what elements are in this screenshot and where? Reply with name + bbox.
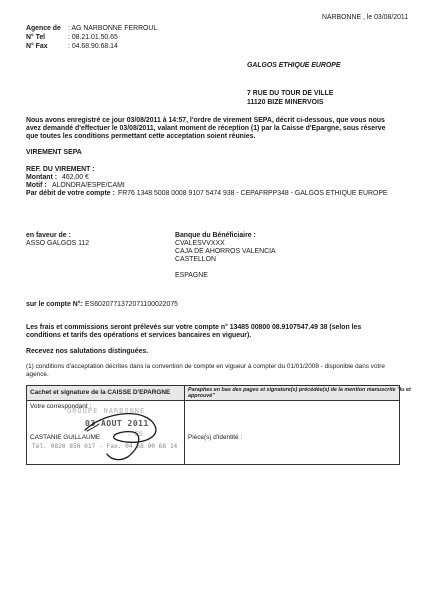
recipient-name: GALGOS ETHIQUE EUROPE — [247, 62, 341, 69]
debit-value: FR76 1348 5008 0008 9107 5474 938 - CEPAFRPP348 - GALGOS ETHIQUE EUROPE — [118, 190, 388, 197]
bank-label: Banque du Bénéficiaire : — [175, 232, 256, 239]
debit-label: Par débit de votre compte : — [26, 190, 115, 197]
right-column-header-line-1: Paraphes en bas des pages et signature(s) précédée(s) de la mention manuscrite "lu et — [188, 387, 411, 393]
favor-value: ASSO GALGOS 112 — [26, 240, 90, 247]
intro-line-1: Nous avons enregistré ce jour 03/08/2011 à 14:57, l'ordre de virement SEPA, décrit ci-dessous, que vous nous — [26, 117, 385, 124]
ref-label: REF. DU VIREMENT : — [26, 166, 95, 173]
favor-label: en faveur de : — [26, 232, 71, 239]
intro-line-2: avez demandé d'effectuer le 03/08/2011, valant moment de réception (1) par la Caisse d'Epargne, sous réserve — [26, 125, 386, 132]
bank-name: CAJA DE AHORROS VALENCIA — [175, 248, 276, 255]
correspondent-name: CASTANIE GUILLAUME — [30, 434, 101, 441]
bank-region: CASTELLON — [175, 256, 216, 263]
greeting: Recevez nos salutations distinguées. — [26, 348, 149, 355]
stamp-top-line: GROUPE NARBONNE — [67, 407, 146, 415]
right-column-header-line-2: approuvé" — [188, 393, 215, 399]
handwritten-signature — [77, 400, 167, 464]
motif-label: Motif : — [26, 182, 47, 189]
agency-label: Agence de — [26, 25, 61, 32]
account-label: sur le compte N°: — [26, 301, 83, 308]
fees-line-1: Les frais et commissions seront prélevés sur votre compte n° 13485 00800 08.9107547.49 38 (selon les — [26, 324, 362, 331]
city-date: NARBONNE , le 03/08/2011 — [322, 14, 409, 21]
transfer-title: VIREMENT SEPA — [26, 149, 82, 156]
footnote-line-1: (1) conditions d'acceptation décrites dans la convention de compte en vigueur à compter du 01/01/2008 - disponible dans votre — [26, 363, 385, 370]
recipient-street: 7 RUE DU TOUR DE VILLE — [247, 90, 334, 97]
intro-line-3: que toutes les conditions permettant cette acceptation soient réunies. — [26, 133, 256, 140]
amount-label: Montant : — [26, 174, 57, 181]
fees-line-2: conditions et tarifs des opérations et services bancaires en vigueur). — [26, 332, 252, 339]
id-document-label: Pièce(s) d'identité : — [188, 434, 243, 441]
bank-country: ESPAGNE — [175, 272, 208, 279]
recipient-city: 11120 BIZE MINERVOIS — [247, 99, 324, 106]
stamp-side-text: - ES — [127, 430, 143, 438]
fax-label: N° Fax — [26, 43, 48, 50]
signature-table — [26, 385, 411, 465]
tel-value: : 08.21.01.50.65 — [68, 34, 118, 41]
stamp-date: 03 AOUT 2011 — [85, 419, 149, 428]
agency-value: : AG NARBONNE FERROUL — [68, 25, 158, 32]
left-column-header: Cachet et signature de la CAISSE D'EPARGNE — [30, 389, 171, 396]
account-value: ES6020771372071100022075 — [85, 301, 178, 308]
signature-table-divider — [184, 386, 185, 464]
motif-value: ALONDRA/ESPE/CAMI — [52, 182, 125, 189]
stamp-bottom-line: Tél. 0820 850 017 - Fax. 04 68 90 68 14 — [32, 443, 178, 450]
bank-code: CVALESVVXXX — [175, 240, 225, 247]
footnote-line-2: agence. — [26, 371, 49, 378]
correspondent-label: Votre correspondant : — [30, 403, 92, 410]
tel-label: N° Tel — [26, 34, 46, 41]
fax-value: : 04.68.90.68.14 — [68, 43, 118, 50]
amount-value: 462,00 € — [62, 174, 89, 181]
